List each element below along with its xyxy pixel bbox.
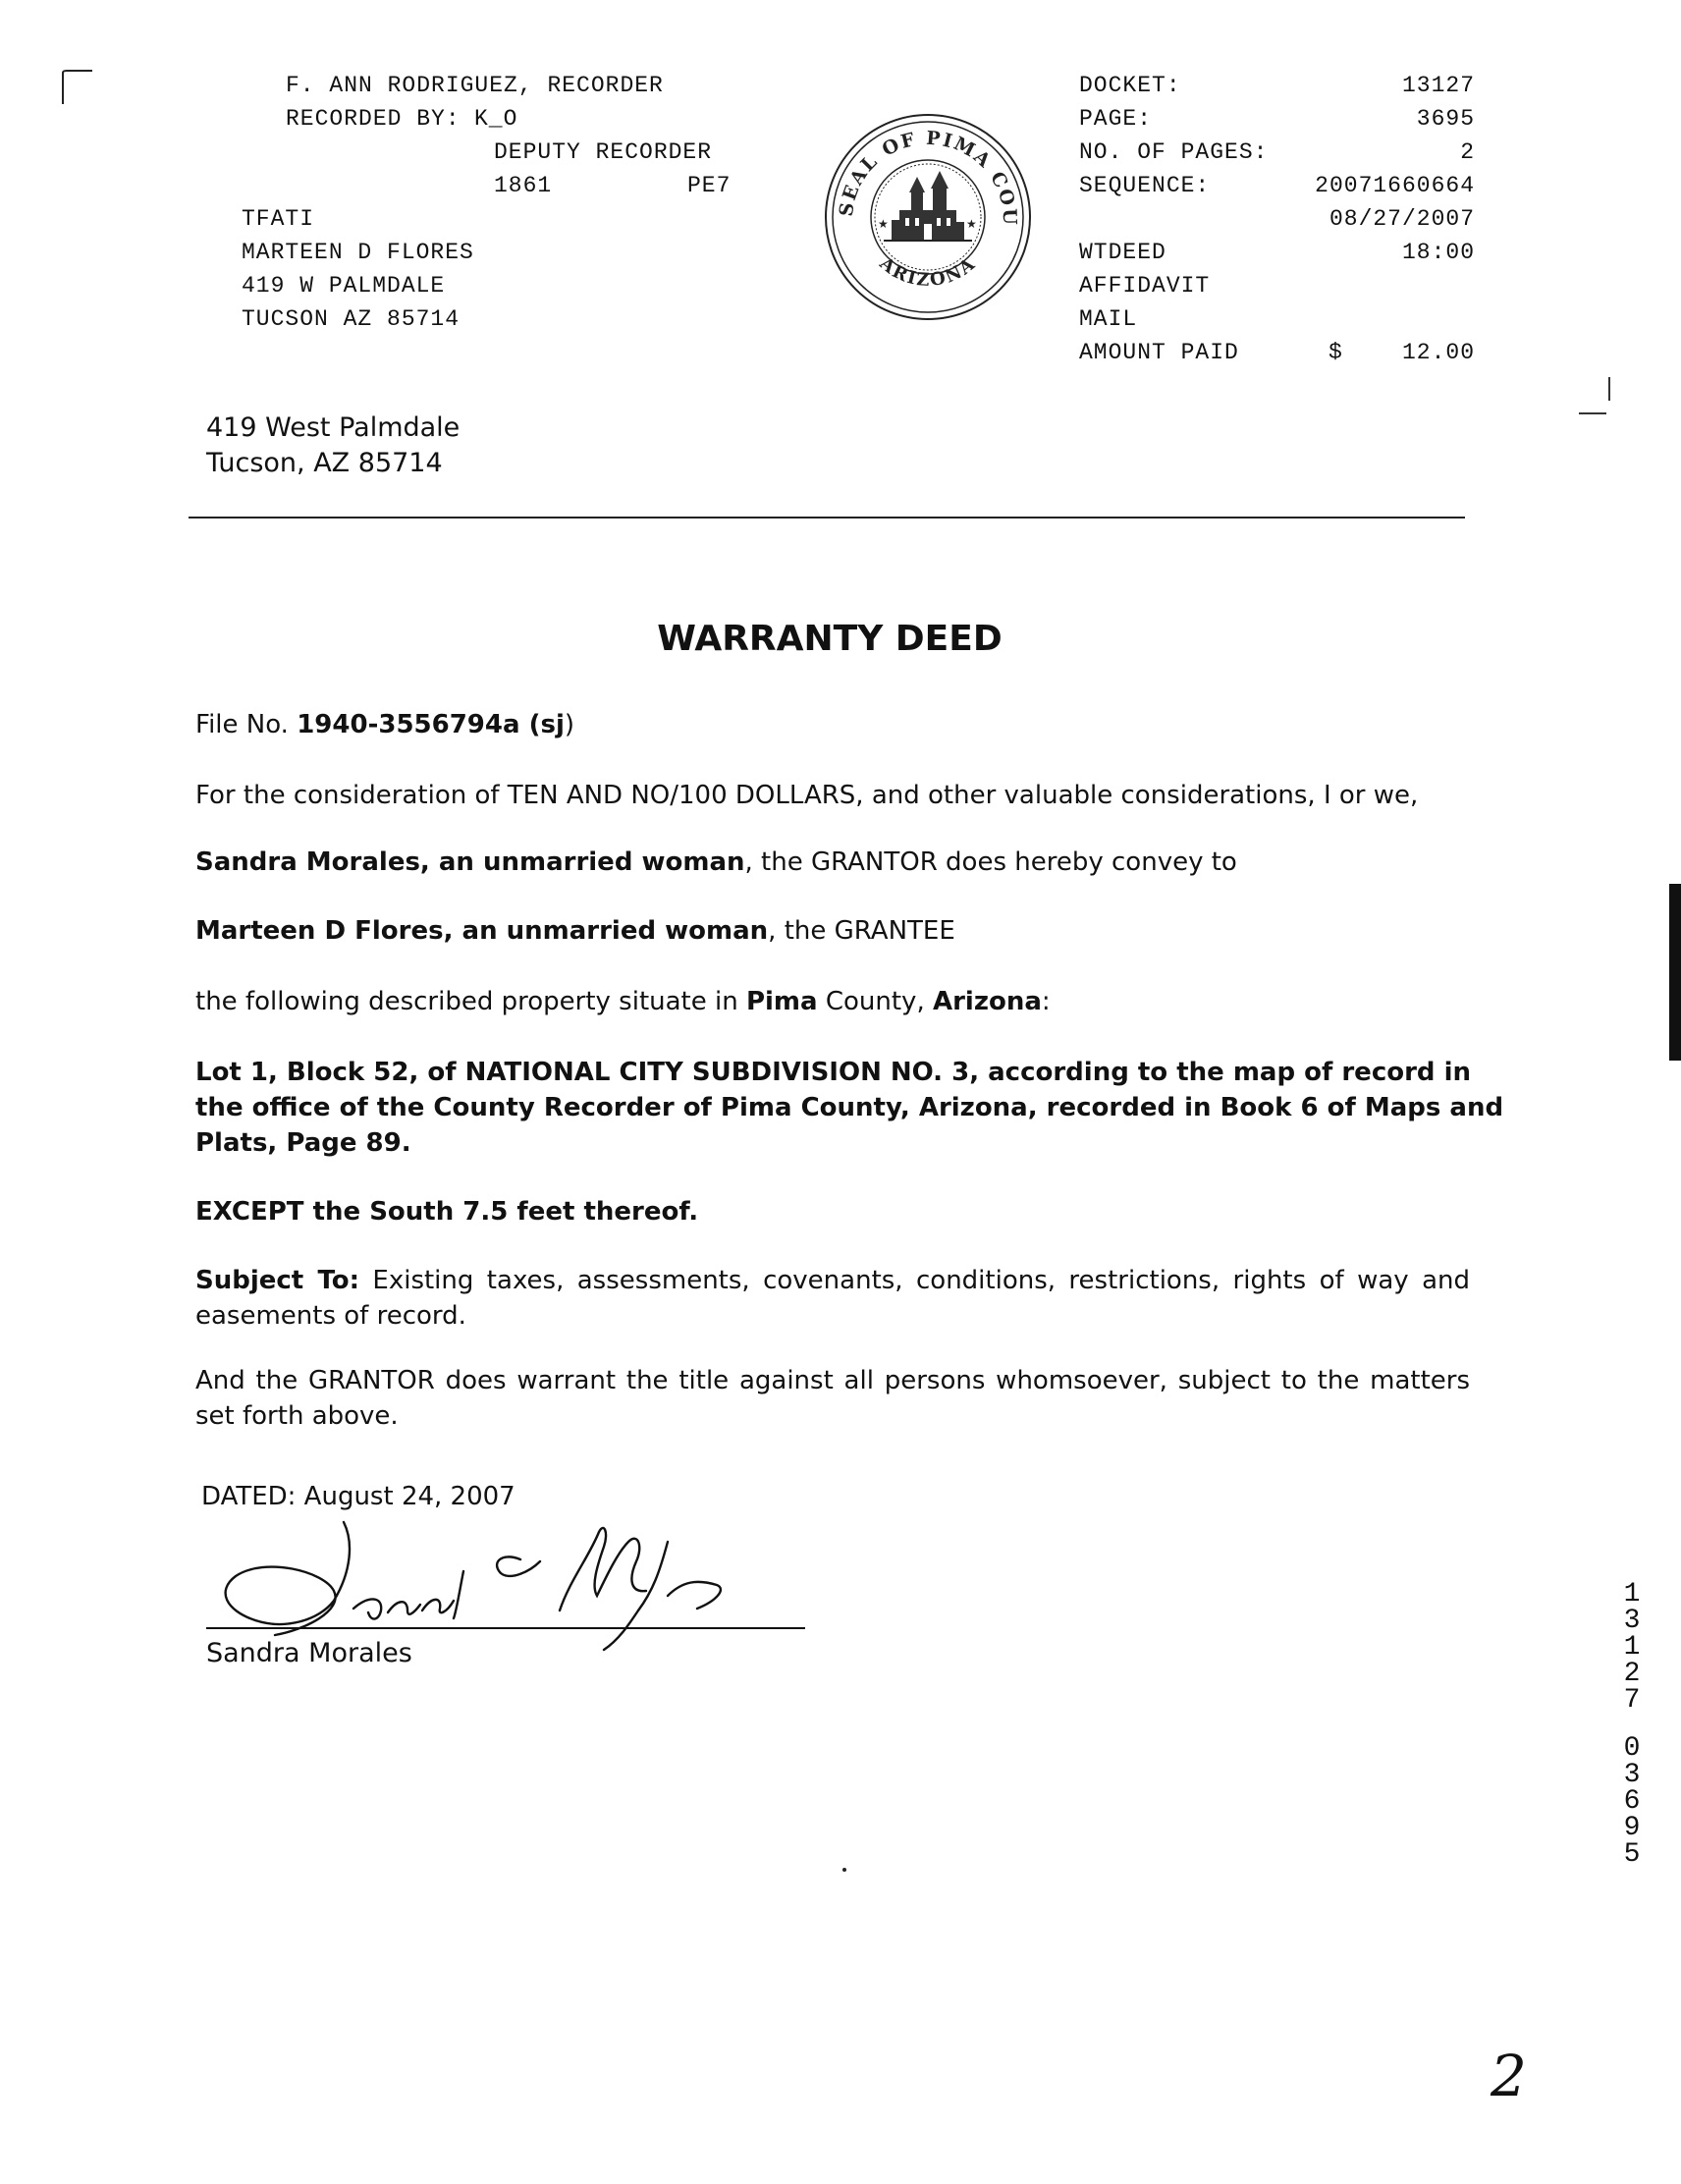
record-time: 18:00 xyxy=(1401,240,1475,265)
page-mark: 2 xyxy=(1491,2043,1527,2109)
property-county: Pima xyxy=(745,987,818,1016)
legal-line-3: Plats, Page 89. xyxy=(195,1128,411,1158)
stray-dot xyxy=(842,1868,846,1872)
pages-value: 2 xyxy=(1460,139,1475,165)
amount-value: 12.00 xyxy=(1401,340,1475,365)
header-divider xyxy=(189,517,1465,519)
property-line xyxy=(195,984,1051,1019)
subject-to-clause xyxy=(195,1263,1470,1334)
property-end: : xyxy=(1041,987,1051,1016)
county-seal xyxy=(823,112,1033,322)
dated-line: DATED: August 24, 2007 xyxy=(201,1482,515,1511)
corner-mark xyxy=(59,67,98,106)
deputy-recorder-label: DEPUTY RECORDER xyxy=(494,139,713,165)
recorded-by-label: RECORDED BY: xyxy=(286,106,461,132)
svg-text:ARIZONA xyxy=(875,252,980,291)
affidavit-label: AFFIDAVIT xyxy=(1079,273,1211,299)
seal-top-text: SEAL OF PIMA COU xyxy=(835,127,1021,228)
side-stamp-digit: 1 xyxy=(1623,1579,1641,1610)
seal-bottom-text: ARIZONA xyxy=(875,252,981,292)
grantee-name: Marteen D Flores, an unmarried woman xyxy=(195,916,769,946)
pages-label: NO. OF PAGES: xyxy=(1079,139,1269,165)
sequence-label: SEQUENCE: xyxy=(1079,173,1211,198)
amount-currency: $ xyxy=(1329,340,1343,365)
side-stamp-digit: 6 xyxy=(1623,1786,1641,1817)
side-stamp-digit: 9 xyxy=(1623,1813,1641,1843)
grantor-rest: , the GRANTOR does hereby convey to xyxy=(744,847,1237,877)
property-mid: County, xyxy=(817,987,933,1016)
deed-title: WARRANTY DEED xyxy=(657,619,1003,659)
return-line-4: TUCSON AZ 85714 xyxy=(242,306,461,332)
recorder-name: F. ANN RODRIGUEZ, RECORDER xyxy=(286,73,664,98)
legal-line-2: the office of the County Recorder of Pima County, Arizona, recorded in Book 6 of Maps and xyxy=(195,1093,1504,1122)
mail-address-line-1: 419 West Palmdale xyxy=(206,412,461,443)
side-stamp-digit: 7 xyxy=(1623,1685,1641,1716)
signer-name: Sandra Morales xyxy=(206,1638,412,1668)
consideration-line: For the consideration of TEN AND NO/100 DOLLARS, and other valuable considerations, I or we, xyxy=(195,781,1419,810)
signature-icon xyxy=(206,1502,815,1660)
grantor-name: Sandra Morales, an unmarried woman xyxy=(195,847,745,877)
property-state: Arizona xyxy=(932,987,1042,1016)
side-stamp-digit: 1 xyxy=(1623,1632,1641,1663)
legal-line-1: Lot 1, Block 52, of NATIONAL CITY SUBDIVISION NO. 3, according to the map of record in xyxy=(195,1058,1471,1087)
return-line-1: TFATI xyxy=(242,206,315,232)
side-stamp-digit: 5 xyxy=(1623,1839,1641,1870)
page-value: 3695 xyxy=(1416,106,1475,132)
grantor-line xyxy=(195,845,1237,880)
mail-address-line-2: Tucson, AZ 85714 xyxy=(206,448,443,478)
file-number-line xyxy=(195,707,574,742)
warranty-clause: And the GRANTOR does warrant the title against all persons whomsoever, subject to the matters set forth above. xyxy=(195,1366,1470,1431)
svg-text:★: ★ xyxy=(966,217,977,231)
side-stamp xyxy=(1622,1581,1642,1868)
subject-text: Existing taxes, assessments, covenants, conditions, restrictions, rights of way and easements of record. xyxy=(195,1266,1470,1331)
page-label: PAGE: xyxy=(1079,106,1153,132)
docket-value: 13127 xyxy=(1401,73,1475,98)
side-stamp-digit: 3 xyxy=(1623,1606,1641,1636)
return-line-3: 419 W PALMDALE xyxy=(242,273,446,299)
file-number: 1940-3556794a (sj xyxy=(297,710,565,739)
file-suffix: ) xyxy=(564,710,575,739)
margin-tick xyxy=(1608,377,1610,401)
property-pre: the following described property situate in xyxy=(195,987,746,1016)
file-prefix: File No. xyxy=(195,710,298,739)
recorder-code-2: PE7 xyxy=(687,173,732,198)
side-stamp-digit: 0 xyxy=(1623,1733,1641,1764)
doc-type-label: WTDEED xyxy=(1079,240,1166,265)
grantee-line xyxy=(195,913,955,949)
docket-label: DOCKET: xyxy=(1079,73,1181,98)
scan-edge xyxy=(1669,884,1681,1061)
grantee-rest: , the GRANTEE xyxy=(768,916,955,946)
county-seal-icon xyxy=(823,112,1033,322)
subject-label: Subject To: xyxy=(195,1266,359,1295)
side-stamp-digit: 3 xyxy=(1623,1760,1641,1790)
svg-text:★: ★ xyxy=(878,217,889,231)
recorded-by-value: K_O xyxy=(474,106,518,132)
sequence-value: 20071660664 xyxy=(1315,173,1475,198)
mail-label: MAIL xyxy=(1079,306,1138,332)
margin-dash xyxy=(1579,412,1606,414)
record-date: 08/27/2007 xyxy=(1329,206,1475,232)
return-line-2: MARTEEN D FLORES xyxy=(242,240,474,265)
recorder-code-1: 1861 xyxy=(494,173,553,198)
except-clause: EXCEPT the South 7.5 feet thereof. xyxy=(195,1197,699,1227)
amount-label: AMOUNT PAID xyxy=(1079,340,1239,365)
side-stamp-digit: 2 xyxy=(1623,1659,1641,1689)
